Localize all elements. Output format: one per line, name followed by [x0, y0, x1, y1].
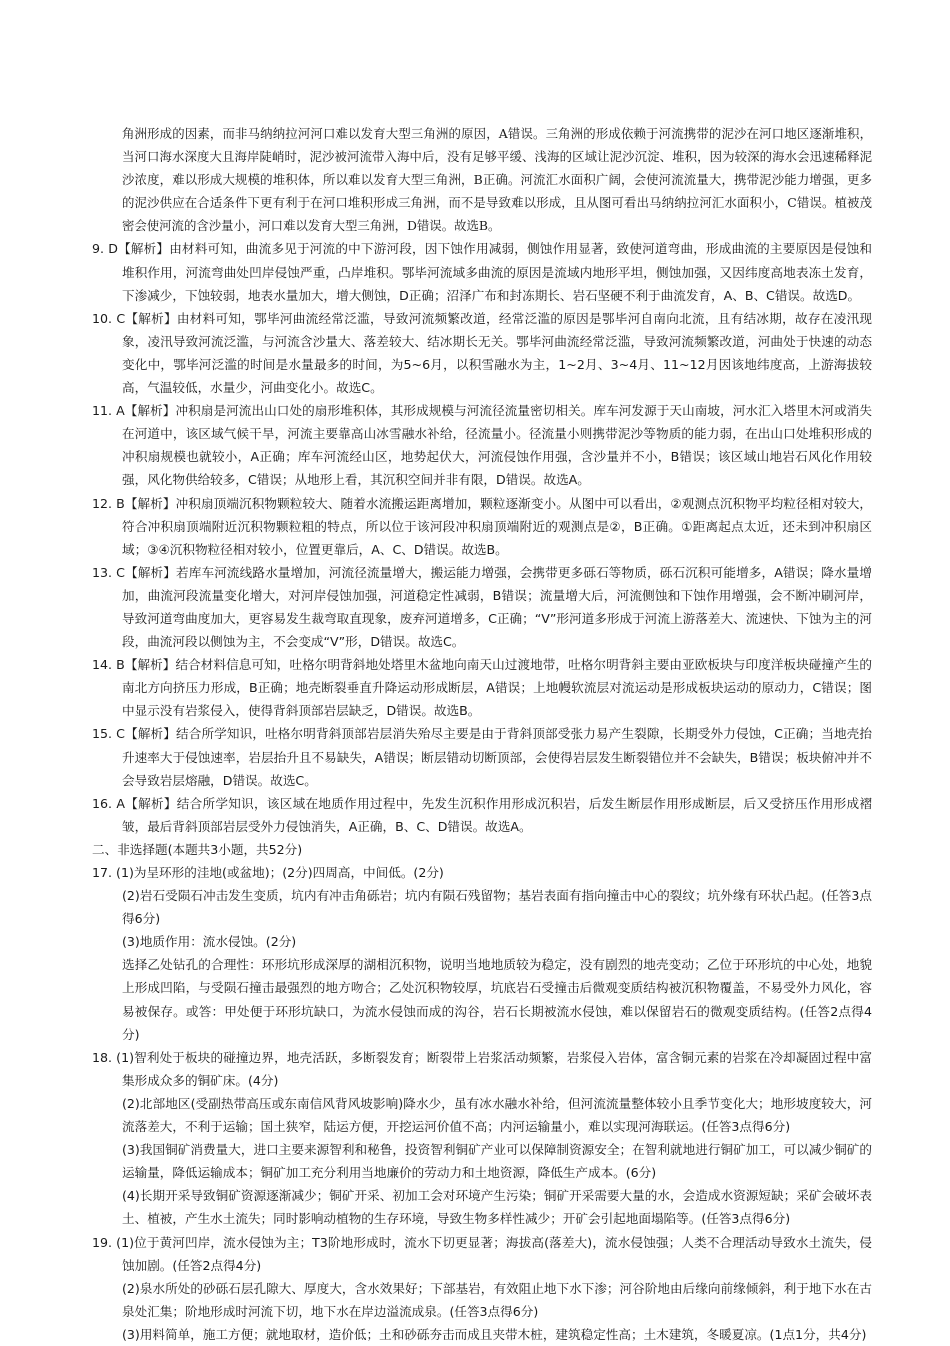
answer-item-16: 16. A【解析】结合所学知识，该区域在地质作用过程中，先发生沉积作用形成沉积岩，后发生断层作用形成断层，后又受挤压作用形成褶皱，最后背斜顶部岩层受外力侵蚀消失，A正确，B、C、D错误。故选A。: [92, 795, 872, 834]
answer-item-13: 13. C【解析】若库车河流线路水量增加，河流径流量增大，搬运能力增强，会携带更多砾石等物质，砾石沉积可能增多，A错误；降水量增加，曲流河段流量变化增大，对河岸侵蚀加强，河道稳定性减弱，B错误；流量增大后，河流侧蚀和下蚀作用增强，会不断冲刷河岸，导致河道弯曲度加大，更容易发生裁弯取直现象，废弃河道增多，C正确；“V”形河道多形成于河流上游落差大、流速快、下蚀为主的河段，曲流河段以侧蚀为主，不会变成“V”形，D错误。故选C。: [92, 564, 872, 650]
answer-item-17-1: 17. (1)为呈环形的洼地(或盆地)；(2分)四周高，中间低。(2分): [92, 865, 444, 880]
answer-item-14: 14. B【解析】结合材料信息可知，吐格尔明背斜地处塔里木盆地向南天山过渡地带，吐格尔明背斜主要由亚欧板块与印度洋板块碰撞产生的南北方向挤压力形成，B正确；地壳断裂垂直升降运动形成断层，A错误；上地幔软流层对流运动是形成板块运动的原动力，C错误；图中显示没有岩浆侵入，使得背斜顶部岩层缺乏，D错误。故选B。: [92, 657, 872, 719]
answer-item-19-1: 19. (1)位于黄河凹岸，流水侵蚀为主；T3阶地形成时，流水下切更显著；海拔高(落差大)，流水侵蚀强；人类不合理活动导致水土流失，侵蚀加剧。(任答2点得4分): [92, 1234, 872, 1273]
answer-item-17-3: (3)地质作用：流水侵蚀。(2分): [122, 934, 297, 950]
answer-item-9: 9. D【解析】由材料可知，曲流多见于河流的中下游河段，因下蚀作用减弱，侧蚀作用显著，致使河道弯曲，形成曲流的主要原因是侵蚀和堆积作用，河流弯曲处凹岸侵蚀严重，凸岸堆积。鄂毕河流域多曲流的原因是流域内地形平坦，侧蚀加强，又因纬度高地表冻土发育，下渗减少，下蚀较弱，地表水量加大，增大侧蚀，D正确；沼泽广布和封冻期长、岩石坚硬不利于曲流发育，A、B、C错误。故选D。: [92, 241, 872, 303]
answer-item-18-4: (4)长期开采导致铜矿资源逐渐减少；铜矿开采、初加工会对环境产生污染；铜矿开采需要大量的水，会造成水资源短缺；采矿会破坏表土、植被，产生水土流失；同时影响动植物的生存环境，导致生物多样性减少；开矿会引起地面塌陷等。(任答3点得6分): [122, 1188, 872, 1227]
answer-item-18-3: (3)我国铜矿消费量大，进口主要来源智利和秘鲁，投资智利铜矿产业可以保障制资源安全；在智利就地进行铜矿加工，可以减少铜矿的运输量，降低运输成本；铜矿加工充分利用当地廉价的劳动力和土地资源，降低生产成本。(6分): [122, 1142, 872, 1181]
answer-item-15: 15. C【解析】结合所学知识，吐格尔明背斜顶部岩层消失殆尽主要是由于背斜顶部受张力易产生裂隙，长期受外力侵蚀，C正确；当地壳抬升速率大于侵蚀速率，岩层抬升且不易缺失，A错误；断层错动切断顶部，会使得岩层发生断裂错位并不会缺失，B错误；板块俯冲并不会导致岩层熔融，D错误。故选C。: [92, 726, 872, 788]
answer-item-12: 12. B【解析】冲积扇顶端沉积物颗粒较大、随着水流搬运距离增加，颗粒逐渐变小。从图中可以看出，②观测点沉积物平均粒径相对较大，符合冲积扇顶端附近沉积物颗粒粗的特点，所以位于该河段冲积扇顶端附近的观测点是②，B正确。①距离起点太近，还未到冲积扇区域；③④沉积物粒径相对较小，位置更靠后，A、C、D错误。故选B。: [92, 495, 872, 557]
section-heading: 二、非选择题(本题共3小题，共52分): [92, 841, 303, 857]
answer-item-19-3: (3)用料简单，施工方便；就地取材，造价低；土和砂砾夯击而成且夹带木桩，建筑稳定性高；土木建筑，冬暖夏凉。(1点1分，共4分): [122, 1326, 867, 1342]
answer-item-19-2: (2)泉水所处的砂砾石层孔隙大、厚度大，含水效果好；下部基岩，有效阻止地下水下渗；河谷阶地由后缘向前缘倾斜，利于地下水在古泉处汇集；阶地形成时河流下切，地下水在岸边溢流成泉。(任答3点得6分): [122, 1280, 872, 1319]
answer-item-17-2: (2)岩石受陨石冲击发生变质，坑内有冲击角砾岩；坑内有陨石残留物；基岩表面有指向撞击中心的裂纹；坑外缘有环状凸起。(任答3点得6分): [122, 888, 872, 927]
answer-item-11: 11. A【解析】冲积扇是河流出山口处的扇形堆积体，其形成规模与河流径流量密切相关。库车河发源于天山南坡，河水汇入塔里木河或消失在河道中，该区域气候干旱，河流主要靠高山冰雪融水补给，径流量小。径流量小则携带泥沙等物质的能力弱，在出山口处堆积形成的冲积扇规模也就较小，A正确；库车河流经山区，地势起伏大，河流侵蚀作用强，含沙量并不小，B错误；该区域山地岩石风化作用较强，风化物供给较多，C错误；从地形上看，其沉积空间并非有限，D错误。故选A。: [92, 403, 872, 488]
answer-text-continuation: 角洲形成的因素，而非马纳纳拉河河口难以发育大型三角洲的原因，A错误。三角洲的形成依赖于河流携带的泥沙在河口地区逐渐堆积，当河口海水深度大且海岸陡峭时，泥沙被河流带入海中后，没有足够平缓、浅海的区域让泥沙沉淀、堆积，因为较深的海水会迅速稀释泥沙浓度，难以形成大规模的堆积体，所以难以发育大型三角洲，B正确。河流汇水面积广阔，会使河流流量大，携带泥沙能力增强，更多的泥沙供应在合适条件下更有利于在河口堆积形成三角洲，而不是导致难以形成，且从图可看出马纳纳拉河汇水面积小，C错误。植被茂密会使河流的含沙量小，河口难以发育大型三角洲，D错误。故选B。: [122, 126, 872, 234]
answer-item-10: 10. C【解析】由材料可知，鄂毕河曲流经常泛滥，导致河流频繁改道，经常泛滥的原因是鄂毕河自南向北流，且有结冰期，故存在凌汛现象，凌汛导致河流泛滥，与河流含沙量大、落差较大、结冰期长无关。鄂毕河曲流经常泛滥，导致河流频繁改道，河曲处于快速的动态变化中，鄂毕河泛滥的时间是水量最多的时间，为5~6月，以积雪融水为主，1~2月、3~4月、11~12月因该地纬度高，上游海拔较高，气温较低，水量少，河曲变化小。故选C。: [92, 310, 872, 396]
answer-item-17-3-reason: 选择乙处钻孔的合理性：环形坑形成深厚的湖相沉积物，说明当地地质较为稳定，没有剧烈的地壳变动；乙位于环形坑的中心处，地貌上形成凹陷，与受陨石撞击最强烈的地方吻合；乙处沉积物较厚，坑底岩石受撞击后微观变质结构被沉积物覆盖，不易受外力风化，容易被保存。或答：甲处便于环形坑缺口，为流水侵蚀而成的沟谷，岩石长期被流水侵蚀，难以保留岩石的微观变质结构。(任答2点得4分): [122, 957, 872, 1042]
answer-item-18-2: (2)北部地区(受副热带高压或东南信风背风坡影响)降水少，虽有冰水融水补给，但河流流量整体较小且季节变化大；地形坡度较大，河流落差大，不利于运输；国土狭窄，陆运方便，开挖运河价值不高；内河运输量小，难以实现河海联运。(任答3点得6分): [122, 1095, 872, 1135]
answer-item-18-1: 18. (1)智利处于板块的碰撞边界，地壳活跃，多断裂发育；断裂带上岩浆活动频繁，岩浆侵入岩体，富含铜元素的岩浆在冷却凝固过程中富集形成众多的铜矿床。(4分): [92, 1049, 872, 1088]
